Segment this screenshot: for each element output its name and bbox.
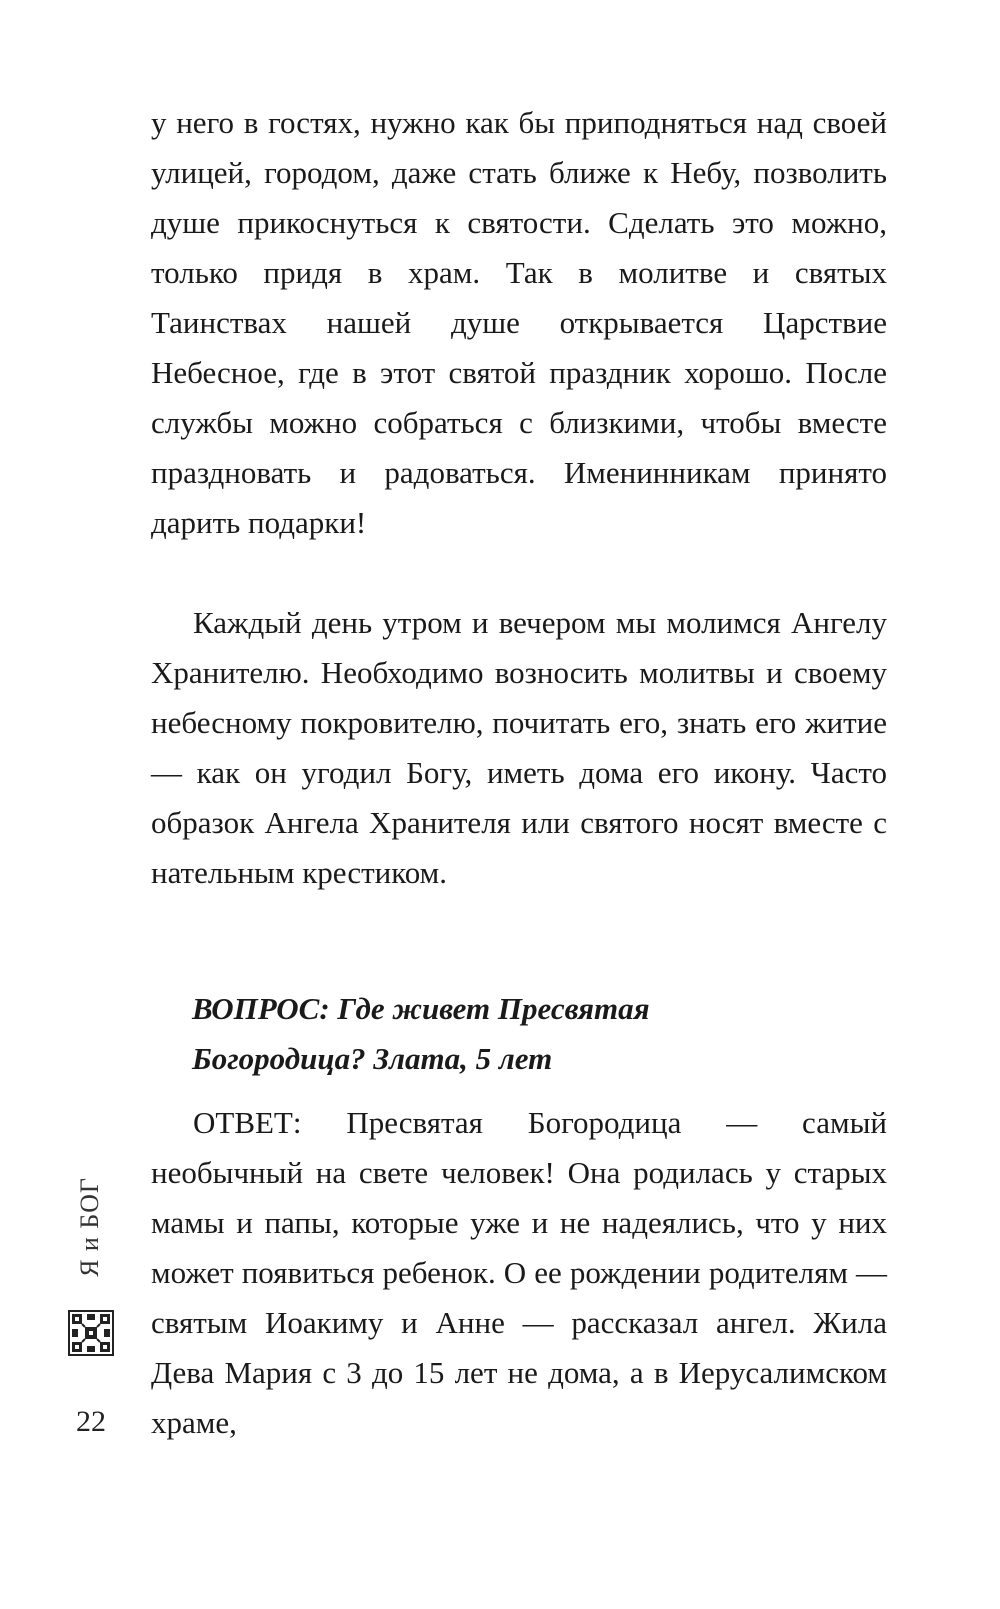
answer-paragraph: ОТВЕТ: Пресвятая Богородица — самый необычный на свете человек! Она родилась у старых мамы и папы, которые уже и не надеялись, что у них может появиться ребенок. О ее рождении родителям — святым Иоакиму и Анне — рассказал ангел. Жила Дева Мария с 3 до 15 лет не дома, а в Иерусалимском храме, xyxy=(151,1105,887,1440)
question-heading xyxy=(192,984,832,1084)
page-number: 22 xyxy=(76,1405,106,1438)
paragraph-continuation: у него в гостях, нужно как бы приподняться над своей улицей, городом, даже стать ближе к Небу, позволить душе прикоснуться к святости. Сделать это можно, только придя в храм. Так в молитве и святых Таинствах нашей душе открывается Царствие Небесное, где в этот святой праздник хорошо. После службы можно собраться с близкими, чтобы вместе праздновать и радоваться. Именинникам принято дарить подарки! xyxy=(151,105,887,540)
question-line-2: Богородица? Злата, 5 лет xyxy=(192,1041,553,1076)
paragraph-guardian-angel: Каждый день утром и вечером мы молимся Ангелу Хранителю. Необходимо возносить молитвы и своему небесному покровителю, почитать его, знать его житие — как он угодил Богу, иметь дома его икону. Часто образок Ангела Хранителя или святого носят вместе с нательным крестиком. xyxy=(151,605,887,890)
question-line-1: ВОПРОС: Где живет Пресвятая xyxy=(192,991,650,1026)
cross-pattern-ornament-icon xyxy=(68,1310,114,1356)
running-title-text: Я и БОГ xyxy=(75,1177,105,1277)
running-title xyxy=(72,1172,108,1282)
